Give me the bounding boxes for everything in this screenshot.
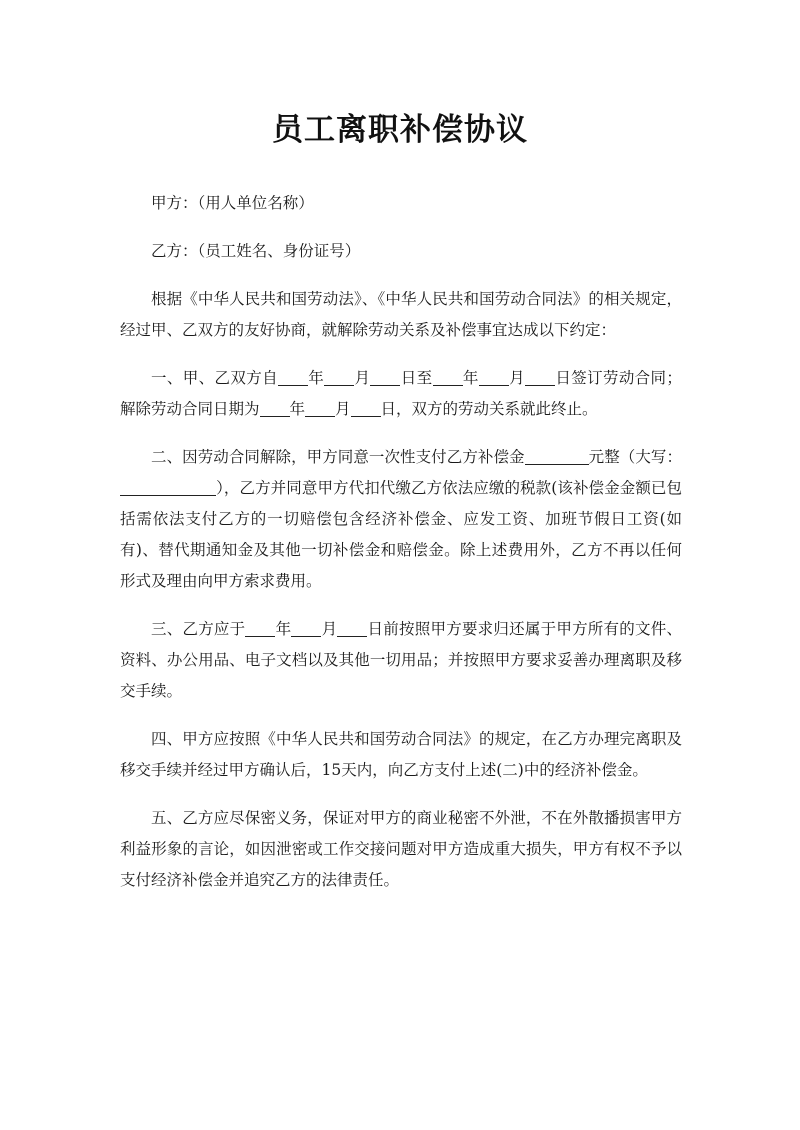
clause-1-text-1: 一、甲、乙双方自 [151,369,278,387]
blank-field [525,367,555,386]
clause-2-text-3: ），乙方并同意甲方代扣代缴乙方依法应缴的税款(该补偿金金额已包括需依法支付乙方的一切赔偿包含经济补偿金、应发工资、加班节假日工资(如有)、替代期通知金及其他一切补偿金和赔偿金。除上述费用外，乙方不再以任何形式及理由向甲方索求费用。 [120,479,682,590]
party-b-line: 乙方：（员工姓名、身份证号） [151,242,361,260]
blank-field [337,618,367,637]
clause-2 [120,442,682,597]
clause-1-text-10: 日，双方的劳动关系就此终止。 [380,400,598,418]
intro-paragraph: 根据《中华人民共和国劳动法》、《中华人民共和国劳动合同法》的相关规定，经过甲、乙双方的友好协商，就解除劳动关系及补偿事宜达成以下约定： [120,290,682,339]
blank-field [370,367,400,386]
clause-2-text-1: 二、因劳动合同解除，甲方同意一次性支付乙方补偿金 [151,448,525,466]
blank-field [525,446,589,465]
clause-3-text-2: 年 [275,620,292,638]
blank-field [278,367,308,386]
clause-5: 五、乙方应尽保密义务，保证对甲方的商业秘密不外泄，不在外散播损害甲方利益形象的言论，如因泄密或工作交接问题对甲方造成重大损失，甲方有权不予以支付经济补偿金并追究乙方的法律责任。 [120,809,682,889]
document-body [120,188,682,913]
blank-field [324,367,354,386]
party-a-line: 甲方：（用人单位名称） [151,194,314,212]
clause-3-text-1: 三、乙方应于 [151,620,246,638]
blank-field [351,398,381,417]
clause-3-text-4: 日前按照甲方要求归还属于甲方所有的文件、资料、办公用品、电子文档以及其他一切用品；并按照甲方要求妥善办理离职及移交手续。 [120,620,682,700]
blank-field [260,398,290,417]
clause-1-text-4: 日至 [400,369,433,387]
blank-field [479,367,509,386]
clause-4: 四、甲方应按照《中华人民共和国劳动合同法》的规定，在乙方办理完离职及移交手续并经过甲方确认后，15天内，向乙方支付上述(二)中的经济补偿金。 [120,730,682,779]
blank-field [433,367,463,386]
clause-1-text-9: 月 [335,400,351,418]
document-title: 员工离职补偿协议 [272,112,528,148]
blank-field [291,618,321,637]
blank-field [245,618,275,637]
clause-1-text-6: 月 [508,369,525,387]
clause-1-text-5: 年 [462,369,479,387]
clause-3 [120,614,682,707]
clause-2-text-2: 元整（大写： [588,448,682,466]
clause-1-text-7: 日签订劳动合同；解除劳动合同日期为 [120,369,682,418]
blank-field [305,398,335,417]
blank-field [120,477,216,496]
clause-1-text-8: 年 [289,400,306,418]
clause-1-text-2: 年 [307,369,325,387]
clause-1-text-3: 月 [354,369,371,387]
clause-3-text-3: 月 [321,620,338,638]
clause-1 [120,363,682,425]
